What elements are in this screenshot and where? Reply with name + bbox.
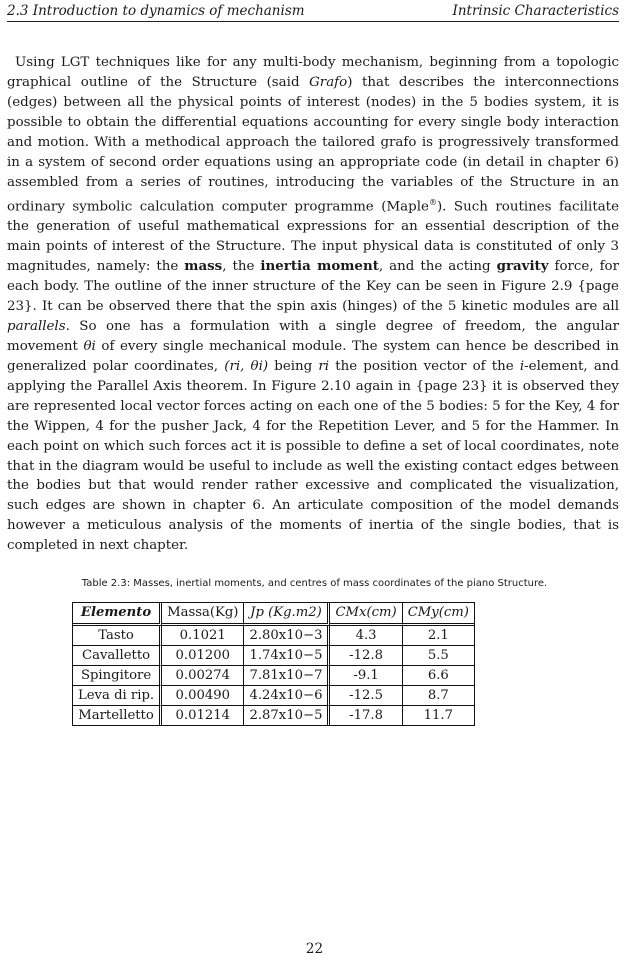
- table-row: Cavalletto 0.01200 1.74x10−5 -12.8 5.5: [73, 646, 474, 666]
- mass-inertia-table: [72, 602, 475, 726]
- col-header: Jp (Kg.m2): [244, 603, 330, 626]
- table-caption: Table 2.3: Masses, inertial moments, and centres of mass coordinates of the piano Structure.: [81, 578, 548, 589]
- header-section: 2.3 Introduction to dynamics of mechanism: [7, 3, 305, 19]
- col-header: Massa(Kg): [162, 603, 244, 626]
- page-number: 22: [305, 941, 324, 957]
- col-header: CMy(cm): [403, 603, 474, 626]
- table-header-row: [73, 603, 474, 626]
- inertia-term: inertia moment: [260, 258, 379, 274]
- table-row: Martelletto 0.01214 2.87x10−5 -17.8 11.7: [73, 706, 474, 725]
- table-row: Tasto 0.1021 2.80x10−3 4.3 2.1: [73, 626, 474, 646]
- header-chapter: Intrinsic Characteristics: [452, 3, 619, 19]
- table-row: Spingitore 0.00274 7.81x10−7 -9.1 6.6: [73, 666, 474, 686]
- body-paragraph: Using LGT techniques like for any multi-body mechanism, beginning from a topologic graphical outline of the Structure (said Grafo) that describes the interconnections (edges) between all the physical points of interest (nodes) in the 5 bodies system, it is possible to obtain the differential equations accounting for every single body interaction and motion. With a methodical approach the tailored grafo is progressively transformed in a system of second order equations using an appropriate code (in detail in chapter 6) assembled from a series of routines, introducing the variables of the Structure in an ordinary symbolic calculation computer programme (Maple®). Such routines facilitate the generation of useful mathematical expressions for an essential description of the main points of interest of the Structure. The input physical data is constituted of only 3 magnitudes, namely: the mass, the inertia moment, and the acting gravity force, for each body. The outline of the inner structure of the Key can be seen in Figure 2.9 {page 23}. It can be observed there that the spin axis (hinges) of the 5 kinetic modules are all parallels. So one has a formulation with a single degree of freedom, the angular movement θi of every single mechanical module. The system can hence be described in generalized polar coordinates, (ri, θi) being ri the position vector of the i-element, and applying the Parallel Axis theorem. In Figure 2.10 again in {page 23} it is observed they are represented local vector forces acting on each one of the 5 bodies: 5 for the Key, 4 for the Wippen, 4 for the pusher Jack, 4 for the Repetition Lever, and 5 for the Hammer. In each point on which such forces act it is possible to define a set of local coordinates, note that in the diagram would be useful to include as well the existing contact edges between the bodies but that would render rather excessive and complicated the visualization, such edges are shown in chapter 6. An articulate composition of the model demands however a meticulous analysis of the moments of inertia of the single bodies, that is completed in next chapter.: [7, 55, 620, 554]
- gravity-term: gravity: [496, 258, 549, 274]
- table-row: Leva di rip. 0.00490 4.24x10−6 -12.5 8.7: [73, 686, 474, 706]
- parallels-term: parallels: [7, 318, 66, 334]
- col-header: Elemento: [73, 603, 162, 626]
- col-header: CMx(cm): [330, 603, 402, 626]
- running-header: [7, 2, 619, 22]
- mass-term: mass: [184, 258, 223, 274]
- grafo-term: Grafo: [309, 74, 348, 90]
